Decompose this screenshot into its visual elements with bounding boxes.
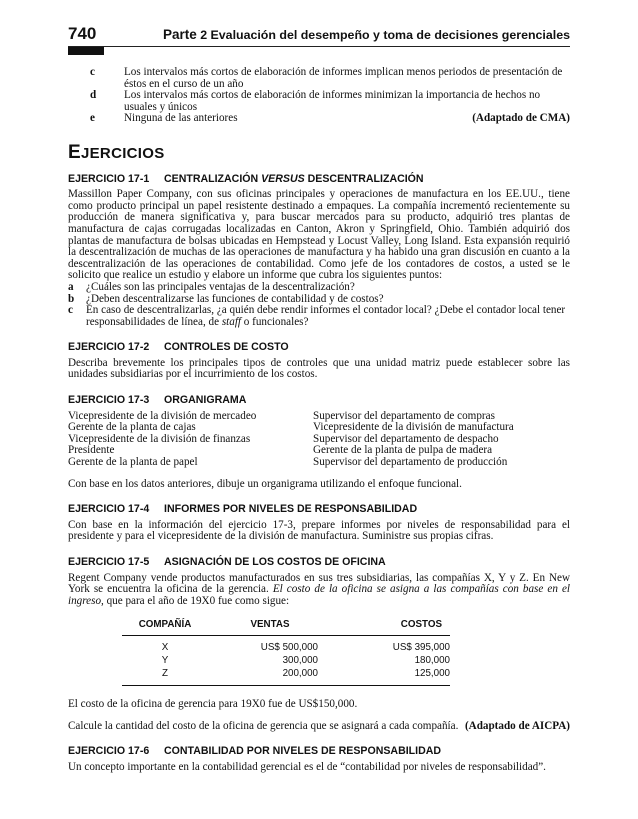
part-title: 2 Evaluación del desempeño y toma de decisiones gerenciales (196, 28, 570, 42)
source-citation: (Adaptado de AICPA) (464, 719, 570, 732)
exercise-number: EJERCICIO 17-6 (68, 745, 150, 758)
position-item: Vicepresidente de la división de finanzas (68, 432, 251, 445)
exercise-number: EJERCICIO 17-5 (68, 556, 150, 568)
table-header: COSTOS (332, 619, 450, 635)
position-item: Supervisor del departamento de producción (313, 456, 508, 469)
exercise-body: Con base en la información del ejercicio 17-3, prepare informes por niveles de responsabilidad para el presidente y para el vicepresidente de la división de manufactura. Suministre sus propias cifras. (68, 518, 570, 543)
option-list (68, 67, 570, 125)
exercise-body: Massillon Paper Company, con sus oficinas principales y operaciones de manufactura en los EE.UU., tiene como producto principal un papel resistente destinado a empaques. La compañía incrementó recientemente su producción de manera significativa y, para buscar mercados para su producto, adquirió tres plantas de manufactura de cajas corrugadas localizadas en Canton, Akron y Springfield, Ohio. También adquirió dos plantas de manufactura de bolsas ubicadas en Hempstead y Locust Valley, Long Island. Esta expansión requirió la descentralización de muchas de las operaciones de manufactura y ha habido una gran discusión en cuanto a la descentralización de las operaciones de contabilidad. Como jefe de los contadores de costos, a usted se le solicito que realice un estudio y elabore un informe que cubra los siguientes puntos: (68, 188, 570, 282)
section-title: EJERCICIOS (68, 141, 165, 163)
exercise-title: EJERCICIO 17-6 CONTABILIDAD POR NIVELES DE RESPONSABILIDAD (68, 745, 442, 758)
option-letter: c (90, 66, 95, 78)
source-citation: (Adaptado de CMA) (472, 112, 570, 125)
option-item (68, 90, 570, 113)
option-item (68, 113, 570, 125)
exercise-number: EJERCICIO 17-3 (68, 394, 150, 407)
exercise-title: EJERCICIO 17-4 INFORMES POR NIVELES DE RESPONSABILIDAD (68, 503, 418, 516)
table-row: X US$ 500,000 US$ 395,000 (161, 641, 450, 653)
option-letter: d (90, 89, 97, 102)
exercise-body: Regent Company vende productos manufacturados en sus tres subsidiarias, las compañías X, Y y Z. En New York se encuentra la oficina de la gerencia. El costo de la oficina se asigna a las compañías con base en el ingreso, que para el año de 19X0 fue como sigue: (68, 571, 570, 607)
question-item: b ¿Deben descentralizarse las funciones de contabilidad y de costos? (68, 292, 384, 305)
question-item: c En caso de descentralizarlas, ¿a quién debe rendir informes el contador local? ¿Debe el contador local tener responsabilidades de línea, de staff o funcionales? (68, 304, 566, 328)
position-item: Presidente (68, 444, 115, 457)
exercise-title: EJERCICIO 17-5 ASIGNACIÓN DE LOS COSTOS DE OFICINA (68, 556, 386, 568)
table-row: Y 300,000 180,000 (161, 654, 450, 666)
header-accent-bar (68, 47, 104, 55)
position-item: Gerente de la planta de cajas (68, 421, 196, 434)
option-letter: e (90, 112, 95, 125)
position-item: Vicepresidente de la división de mercadeo (68, 409, 257, 422)
page-header (68, 24, 570, 46)
header-rule (68, 46, 570, 47)
exercise-question: Calcule la cantidad del costo de la oficina de gerencia que se asignará a cada compañía. (Adaptado de AICPA) (68, 719, 570, 732)
position-list (68, 411, 570, 469)
page-number: 740 (68, 24, 97, 43)
option-text: Los intervalos más cortos de elaboración de informes minimizan la importancia de hechos no usuales y únicos (124, 89, 541, 113)
exercise-title: EJERCICIO 17-3 ORGANIGRAMA (68, 394, 247, 407)
sales-cost-table (122, 619, 450, 692)
question-item: a ¿Cuáles son las principales ventajas de la descentralización? (68, 280, 355, 293)
exercise-number: EJERCICIO 17-2 (68, 341, 150, 354)
exercise-body: Describa brevemente los principales tipos de controles que una unidad matriz puede establecer sobre las unidades subsidiarias por el incurrimiento de los costos. (68, 356, 570, 381)
exercise-title: EJERCICIO 17-2 CONTROLES DE COSTO (68, 341, 289, 354)
running-head (163, 27, 570, 42)
table-row: Z 200,000 125,000 (162, 667, 450, 679)
position-item: Gerente de la planta de pulpa de madera (313, 444, 493, 457)
page-content (68, 67, 570, 773)
exercise-body: Un concepto importante en la contabilidad gerencial es el de “contabilidad por niveles de responsabilidad”. (68, 760, 546, 773)
table-header: COMPAÑÍA (122, 619, 208, 635)
option-item (68, 67, 570, 90)
exercise-title: EJERCICIO 17-1 CENTRALIZACIÓN VERSUS DESCENTRALIZACIÓN (68, 172, 424, 185)
position-item: Gerente de la planta de papel (68, 456, 198, 469)
question-list (68, 282, 570, 328)
exercise-number: EJERCICIO 17-4 (68, 503, 150, 516)
position-item: Supervisor del departamento de despacho (313, 432, 499, 445)
exercise-note: El costo de la oficina de gerencia para 19X0 fue de US$150,000. (68, 697, 358, 710)
position-column-right (313, 411, 558, 469)
option-text: Ninguna de las anteriores (124, 112, 238, 125)
position-item: Vicepresidente de la división de manufactura (313, 421, 514, 434)
position-item: Supervisor del departamento de compras (313, 409, 495, 422)
option-text: Los intervalos más cortos de elaboración de informes implican menos periodos de presentación de éstos en el curso de un año (124, 66, 563, 90)
position-column-left (68, 411, 313, 469)
exercise-number: EJERCICIO 17-1 (68, 172, 150, 185)
part-label: Parte (162, 27, 197, 42)
exercise-body: Con base en los datos anteriores, dibuje un organigrama utilizando el enfoque funcional. (68, 477, 462, 490)
table-header: VENTAS (208, 619, 332, 635)
